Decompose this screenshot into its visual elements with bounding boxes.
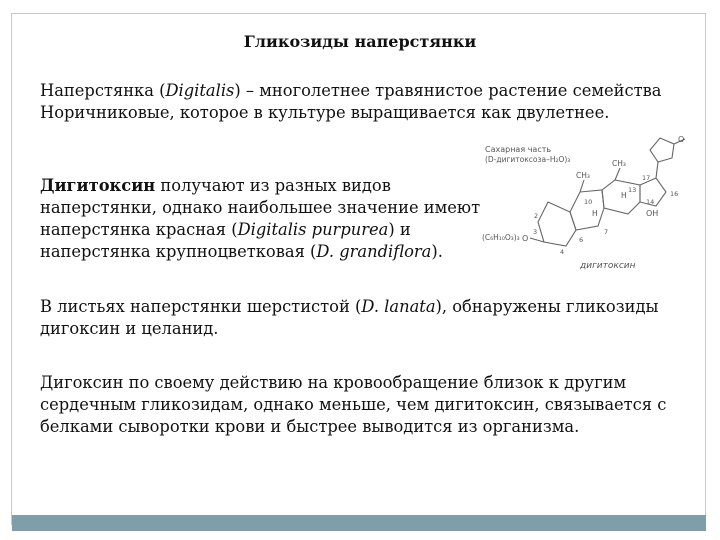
hydrogen-label: H [592, 209, 598, 218]
digitoxin-structure-diagram [480, 130, 700, 275]
locant-6: 6 [579, 236, 584, 244]
slide-title: Гликозиды наперстянки [243, 32, 477, 51]
ether-oxygen: O [522, 234, 529, 243]
locant-17: 17 [642, 174, 651, 182]
sugar-part-label: Сахарная часть [485, 145, 552, 154]
latin-name: D. grandiflora [316, 242, 432, 261]
locant-7: 7 [604, 228, 609, 236]
paragraph-digoxin: Дигоксин по своему действию на кровообращение близок к другим сердечным гликозидам, однако меньше, чем дигитоксин, связывается с белками сыворотки крови и быстрее выводится из организма. [40, 373, 667, 436]
locant-3: 3 [533, 228, 538, 236]
sugar-group-formula: (C₆H₁₀O₃)₃ [482, 233, 520, 242]
paragraph-digitalis-intro [40, 80, 680, 124]
text-segment: ), обнаружены гликозиды дигоксин и целанид. [40, 297, 659, 338]
slide-footer-bar [12, 515, 706, 531]
hydrogen-label: H [621, 191, 627, 200]
locant-2: 2 [534, 212, 539, 220]
paragraph-lanata [40, 296, 680, 340]
text-segment: получают из разных видов наперстянки, однако наибольшее значение имеют наперстянка красная ( [40, 176, 481, 239]
hydroxyl-label: OH [646, 209, 659, 218]
latin-name: Digitalis [165, 81, 235, 100]
carbonyl-oxygen: O [678, 135, 685, 144]
term-digitoxin: Дигитоксин [40, 176, 156, 195]
locant-13: 13 [628, 186, 637, 194]
methyl-c13: CH₃ [612, 159, 626, 168]
locant-4: 4 [560, 248, 565, 256]
text-segment: ). [431, 242, 443, 261]
locant-10: 10 [584, 198, 593, 206]
locant-16: 16 [670, 190, 679, 198]
text-segment: ) и наперстянка крупноцветковая ( [40, 220, 411, 261]
locant-14: 14 [646, 198, 655, 206]
text-segment: Наперстянка ( [40, 81, 166, 100]
paragraph-digitoxin-source [40, 175, 510, 263]
compound-name-label: дигитоксин [580, 261, 636, 271]
sugar-formula: (D-дигитоксоза–H₂O)₃ [485, 155, 571, 164]
text-segment: ) – многолетнее травянистое растение семейства Норичниковые, которое в культуре выращивается как двулетнее. [40, 81, 662, 122]
latin-name: D. lanata [361, 297, 436, 316]
structure-svg [480, 130, 700, 275]
latin-name: Digitalis purpurea [237, 220, 389, 239]
text-segment: В листьях наперстянки шерстистой ( [40, 297, 362, 316]
methyl-c10: CH₃ [576, 171, 590, 180]
